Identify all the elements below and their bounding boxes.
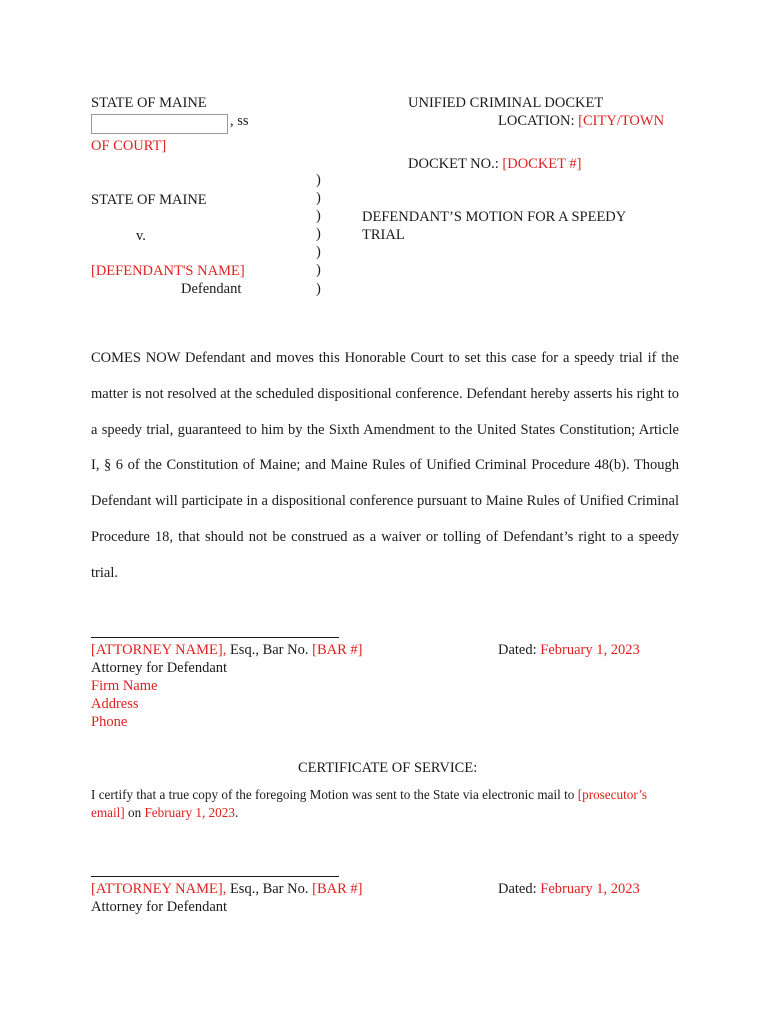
esq-bar-label: Esq., Bar No. xyxy=(226,642,313,658)
paren: ) xyxy=(316,262,321,279)
motion-body-paragraph: COMES NOW Defendant and moves this Honorable Court to set this case for a speedy trial if the matter is not resolved at the scheduled dispositional conference. Defendant hereby asserts his right to a speedy trial, guaranteed to him by the Sixth Amendment to the United States Constitution; Article I, § 6 of the Constitution of Maine; and Maine Rules of Unified Criminal Procedure 48(b). Though Defendant will participate in a dispositional conference pursuant to Maine Rules of Unified Criminal Procedure 18, that should not be construed as a waiver or tolling of Defendant’s right to a speedy trial. xyxy=(91,350,679,581)
dated-label: Dated: xyxy=(498,881,541,897)
paren: ) xyxy=(316,190,321,207)
dated-label: Dated: xyxy=(498,642,541,658)
prosecutor-email: [prosecutor’s email] xyxy=(91,787,648,820)
dated-value: February 1, 2023 xyxy=(540,881,640,897)
bar-number: [BAR #] xyxy=(312,881,363,897)
attorney-role: Attorney for Defendant xyxy=(91,899,228,915)
attorney-name-line-1 xyxy=(91,641,362,659)
certificate-text-before: I certify that a true copy of the foregoing Motion was sent to the State via electronic mail to xyxy=(91,787,578,802)
caption-defendant-name: [DEFENDANT'S NAME] xyxy=(91,263,245,279)
location-value: [CITY/TOWN xyxy=(578,113,665,129)
location-line xyxy=(498,112,664,130)
bar-number: [BAR #] xyxy=(312,642,363,658)
docket-title: UNIFIED CRIMINAL DOCKET xyxy=(408,95,604,111)
caption-plaintiff: STATE OF MAINE xyxy=(91,192,207,208)
paren: ) xyxy=(316,208,321,225)
dated-line-1 xyxy=(498,641,640,659)
signature-line-2[interactable] xyxy=(91,876,339,877)
certificate-period: . xyxy=(234,805,239,820)
docket-no-label: DOCKET NO.: xyxy=(408,156,503,172)
certificate-date: February 1, 2023 xyxy=(144,805,235,820)
signature-line-1[interactable] xyxy=(91,637,339,638)
paren: ) xyxy=(316,172,321,188)
caption-defendant-role: Defendant xyxy=(181,281,242,297)
attorney-name: [ATTORNEY NAME], xyxy=(91,881,227,897)
attorney-role: Attorney for Defendant xyxy=(91,660,228,676)
paren: ) xyxy=(316,280,321,297)
caption-versus: v. xyxy=(136,228,146,244)
esq-bar-label: Esq., Bar No. xyxy=(226,881,313,897)
firm-name: Firm Name xyxy=(91,678,158,694)
certificate-text-on: on xyxy=(124,805,145,820)
certificate-title: CERTIFICATE OF SERVICE: xyxy=(298,760,478,776)
dated-line-2 xyxy=(498,880,640,898)
paren: ) xyxy=(316,244,321,261)
location-label: LOCATION: xyxy=(498,113,579,129)
motion-title-line1: DEFENDANT’S MOTION FOR A SPEEDY xyxy=(362,209,627,225)
docket-no-value: [DOCKET #] xyxy=(502,156,582,172)
firm-address: Address xyxy=(91,696,139,712)
caption-parenthesis-column xyxy=(316,171,321,298)
attorney-name-line-2 xyxy=(91,880,362,898)
docket-number-line xyxy=(408,155,581,173)
firm-phone: Phone xyxy=(91,714,128,730)
paren: ) xyxy=(316,226,321,243)
state-of-maine-header: STATE OF MAINE xyxy=(91,95,207,111)
court-location-placeholder-cont: OF COURT] xyxy=(91,138,167,154)
county-input-field[interactable] xyxy=(91,114,228,134)
attorney-name: [ATTORNEY NAME], xyxy=(91,642,227,658)
motion-title-line2: TRIAL xyxy=(362,227,405,243)
dated-value: February 1, 2023 xyxy=(540,642,640,658)
certificate-text xyxy=(91,786,681,822)
county-suffix: , ss xyxy=(230,113,249,129)
